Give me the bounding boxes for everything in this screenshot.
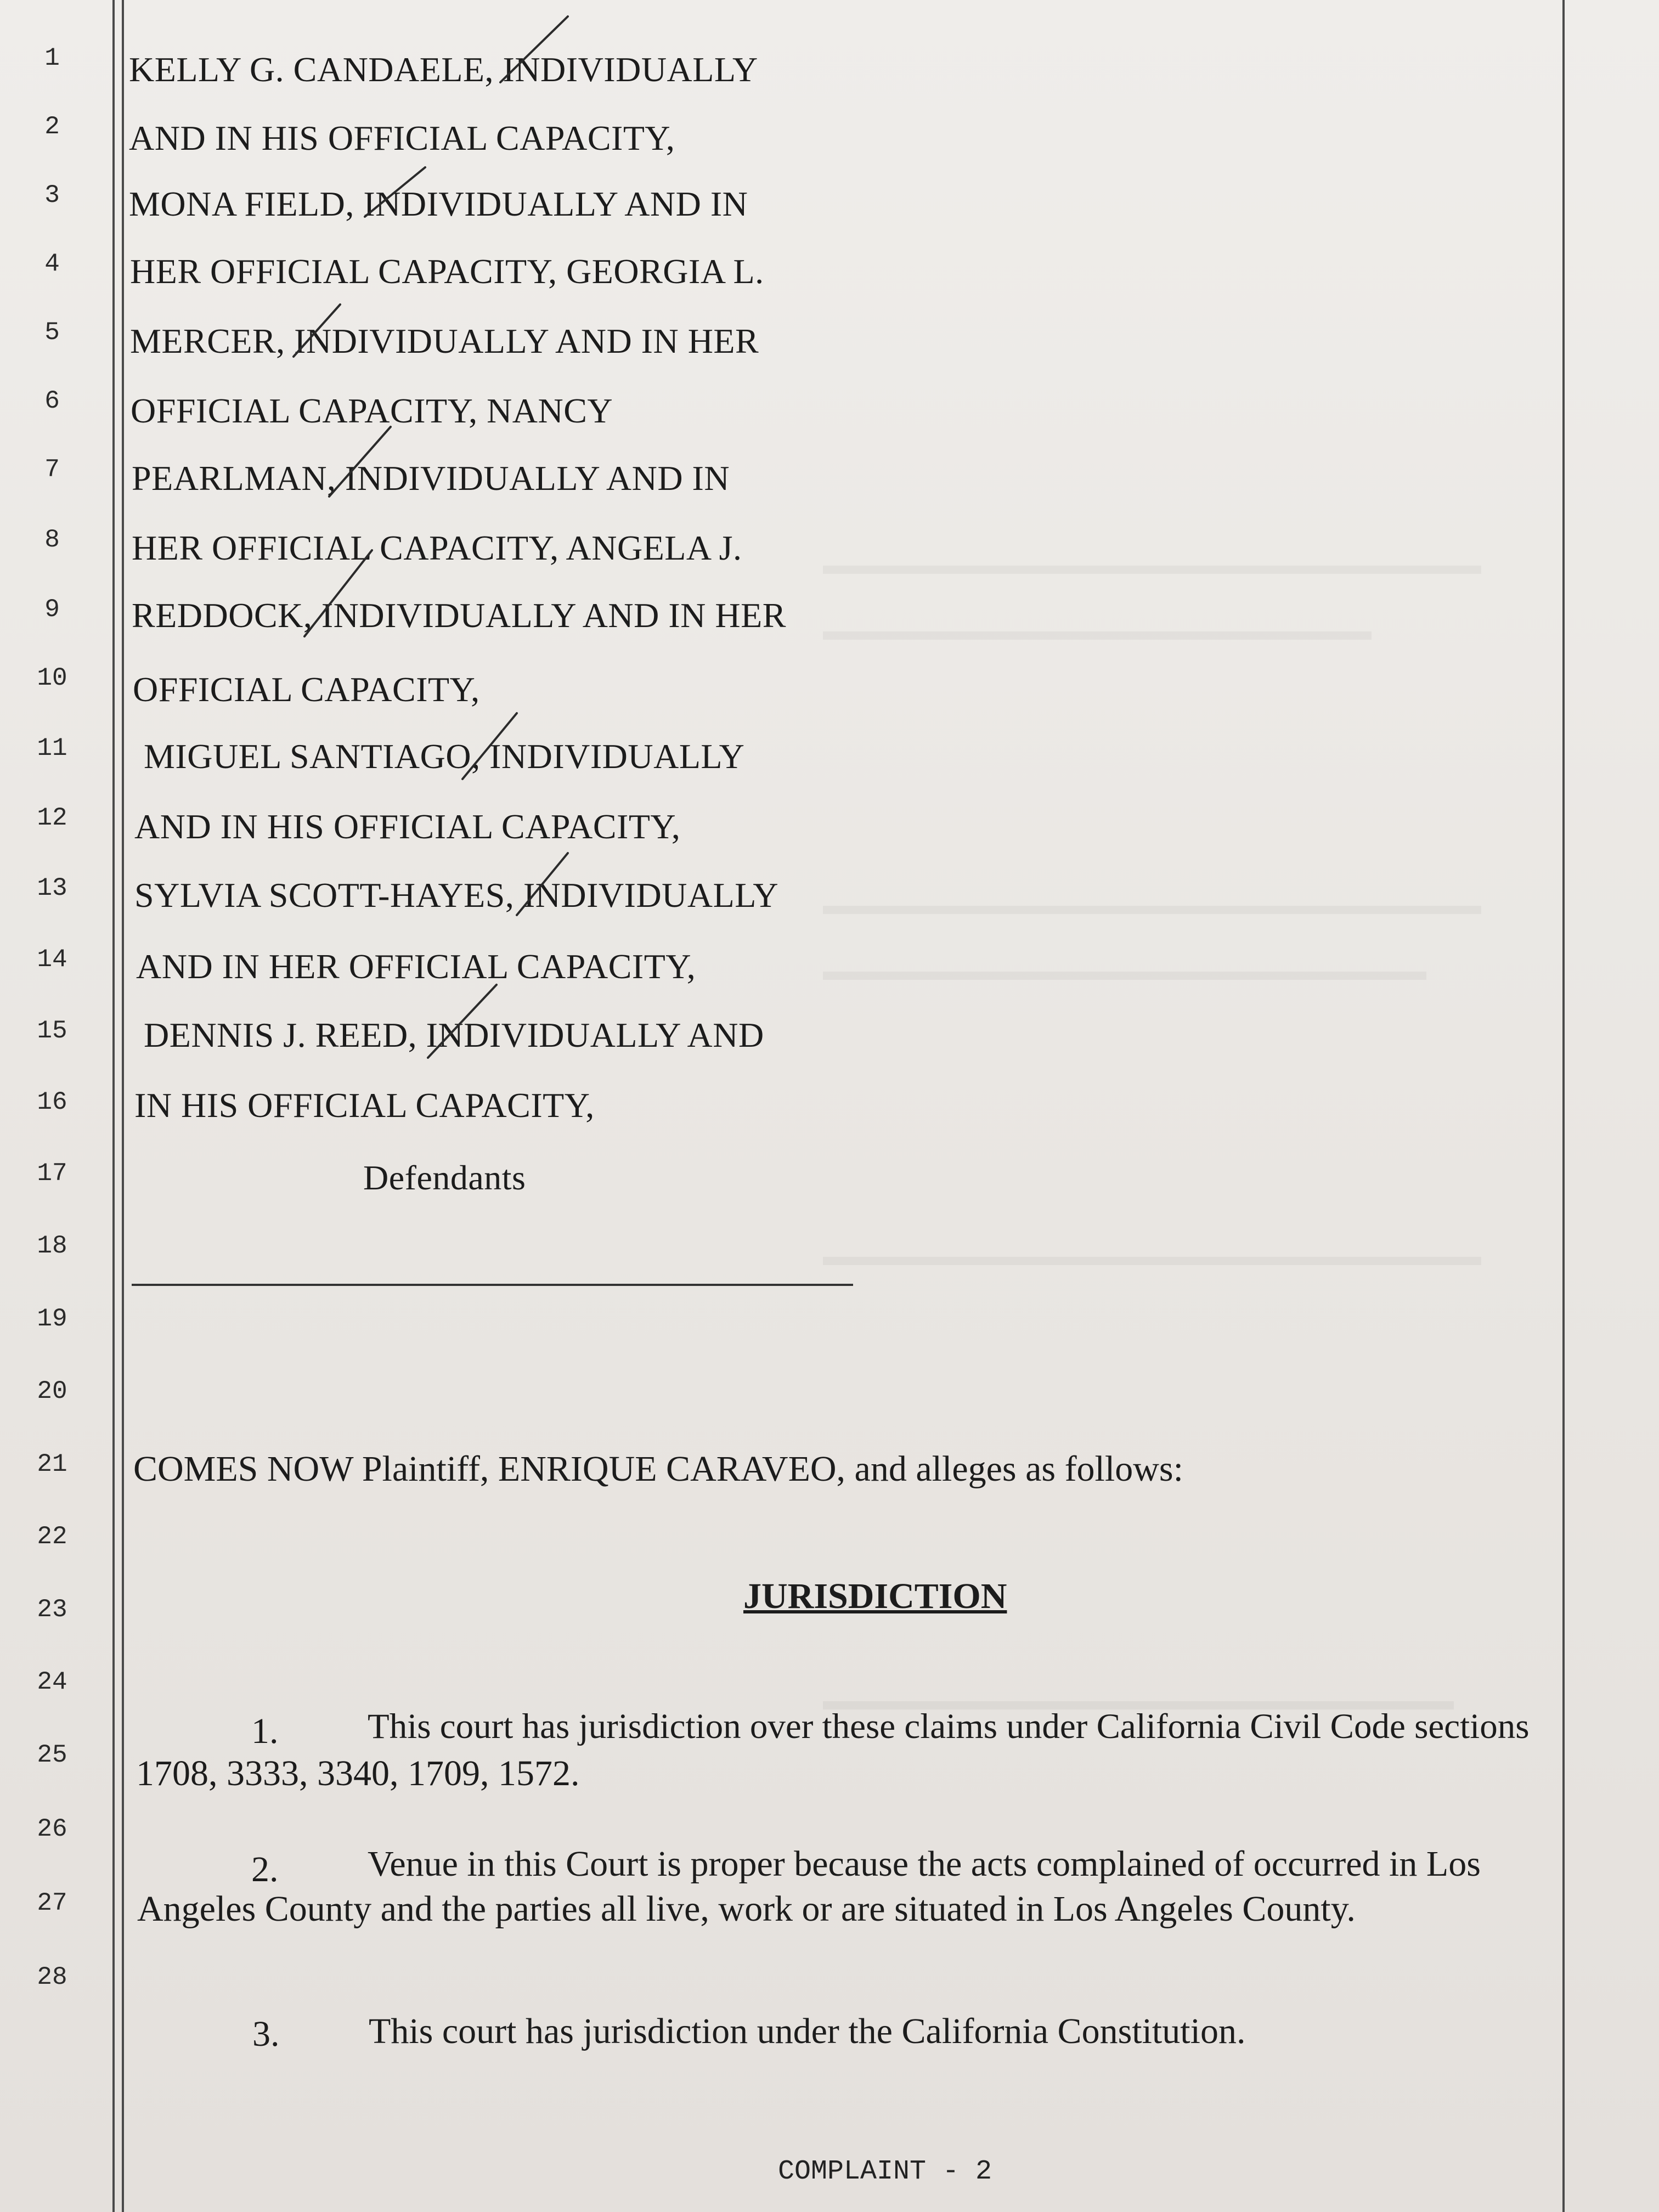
- line-number: 2: [44, 112, 60, 141]
- line-number: 23: [37, 1595, 67, 1624]
- caption-line: MONA FIELD, INDIVIDUALLY AND IN: [129, 184, 748, 223]
- paragraph-text: Angeles County and the parties all live, work or are situated in Los Angeles County.: [137, 1889, 1356, 1929]
- caption-line: OFFICIAL CAPACITY, NANCY: [131, 391, 613, 430]
- line-number: 13: [37, 874, 67, 902]
- paragraph-text: Venue in this Court is proper because the acts complained of occurred in Los: [368, 1844, 1481, 1884]
- line-number: 24: [37, 1668, 67, 1696]
- line-number: 5: [44, 318, 60, 347]
- line-number: 14: [37, 945, 67, 974]
- defendants-label: Defendants: [363, 1158, 526, 1197]
- caption-line: HER OFFICIAL CAPACITY, ANGELA J.: [132, 528, 742, 567]
- line-number: 1: [44, 44, 60, 72]
- line-number: 20: [37, 1377, 67, 1406]
- section-heading: JURISDICTION: [743, 1576, 1007, 1616]
- check-mark: [500, 16, 568, 82]
- line-number: 16: [37, 1088, 67, 1116]
- line-number: 28: [37, 1963, 67, 1991]
- line-number: 21: [37, 1450, 67, 1479]
- caption-line: KELLY G. CANDAELE, INDIVIDUALLY: [129, 50, 758, 89]
- caption-line: PEARLMAN, INDIVIDUALLY AND IN: [132, 459, 730, 498]
- line-number: 11: [37, 734, 67, 763]
- caption-line: SYLVIA SCOTT-HAYES, INDIVIDUALLY: [134, 876, 779, 915]
- page-footer: COMPLAINT - 2: [778, 2156, 992, 2187]
- caption-line: OFFICIAL CAPACITY,: [133, 670, 480, 709]
- check-mark: [365, 167, 425, 217]
- caption-line: DENNIS J. REED, INDIVIDUALLY AND: [144, 1015, 764, 1054]
- caption-line: MERCER, INDIVIDUALLY AND IN HER: [130, 321, 759, 360]
- check-mark: [294, 304, 340, 357]
- line-number: 17: [37, 1159, 67, 1188]
- caption-line: MIGUEL SANTIAGO, INDIVIDUALLY: [144, 737, 745, 776]
- paragraph-text: This court has jurisdiction over these claims under California Civil Code sections: [368, 1707, 1530, 1746]
- check-mark: [462, 713, 517, 779]
- caption-line: IN HIS OFFICIAL CAPACITY,: [134, 1086, 595, 1125]
- caption-divider: [132, 1284, 853, 1286]
- caption-line: REDDOCK, INDIVIDUALLY AND IN HER: [132, 596, 786, 635]
- caption-line: HER OFFICIAL CAPACITY, GEORGIA L.: [130, 252, 764, 291]
- line-number: 10: [37, 664, 67, 692]
- line-number: 12: [37, 804, 67, 832]
- line-number: 22: [37, 1522, 67, 1551]
- line-number: 8: [44, 526, 60, 554]
- line-number: 26: [37, 1815, 67, 1843]
- line-number: 4: [44, 250, 60, 278]
- paragraph-text: 1708, 3333, 3340, 1709, 1572.: [136, 1753, 580, 1793]
- line-number: 27: [37, 1889, 67, 1917]
- caption-line: AND IN HIS OFFICIAL CAPACITY,: [129, 119, 675, 157]
- line-number: 25: [37, 1741, 67, 1769]
- line-number: 7: [44, 455, 60, 484]
- line-number: 15: [37, 1017, 67, 1045]
- intro-paragraph: COMES NOW Plaintiff, ENRIQUE CARAVEO, and alleges as follows:: [133, 1449, 1183, 1489]
- check-mark: [428, 985, 496, 1058]
- check-mark: [329, 427, 391, 496]
- paragraph-number: 1.: [251, 1711, 279, 1751]
- paragraph-number: 3.: [252, 2014, 280, 2054]
- check-mark: [517, 853, 568, 915]
- paragraph-number: 2.: [251, 1849, 279, 1889]
- line-number: 6: [44, 387, 60, 415]
- caption-line: AND IN HIS OFFICIAL CAPACITY,: [134, 807, 681, 846]
- caption-line: AND IN HER OFFICIAL CAPACITY,: [136, 947, 696, 986]
- paragraph-text: This court has jurisdiction under the California Constitution.: [369, 2011, 1246, 2051]
- line-number: 3: [44, 181, 60, 210]
- line-number: 9: [44, 595, 60, 624]
- check-mark: [304, 550, 372, 636]
- line-number: 19: [37, 1305, 67, 1333]
- line-number: 18: [37, 1232, 67, 1260]
